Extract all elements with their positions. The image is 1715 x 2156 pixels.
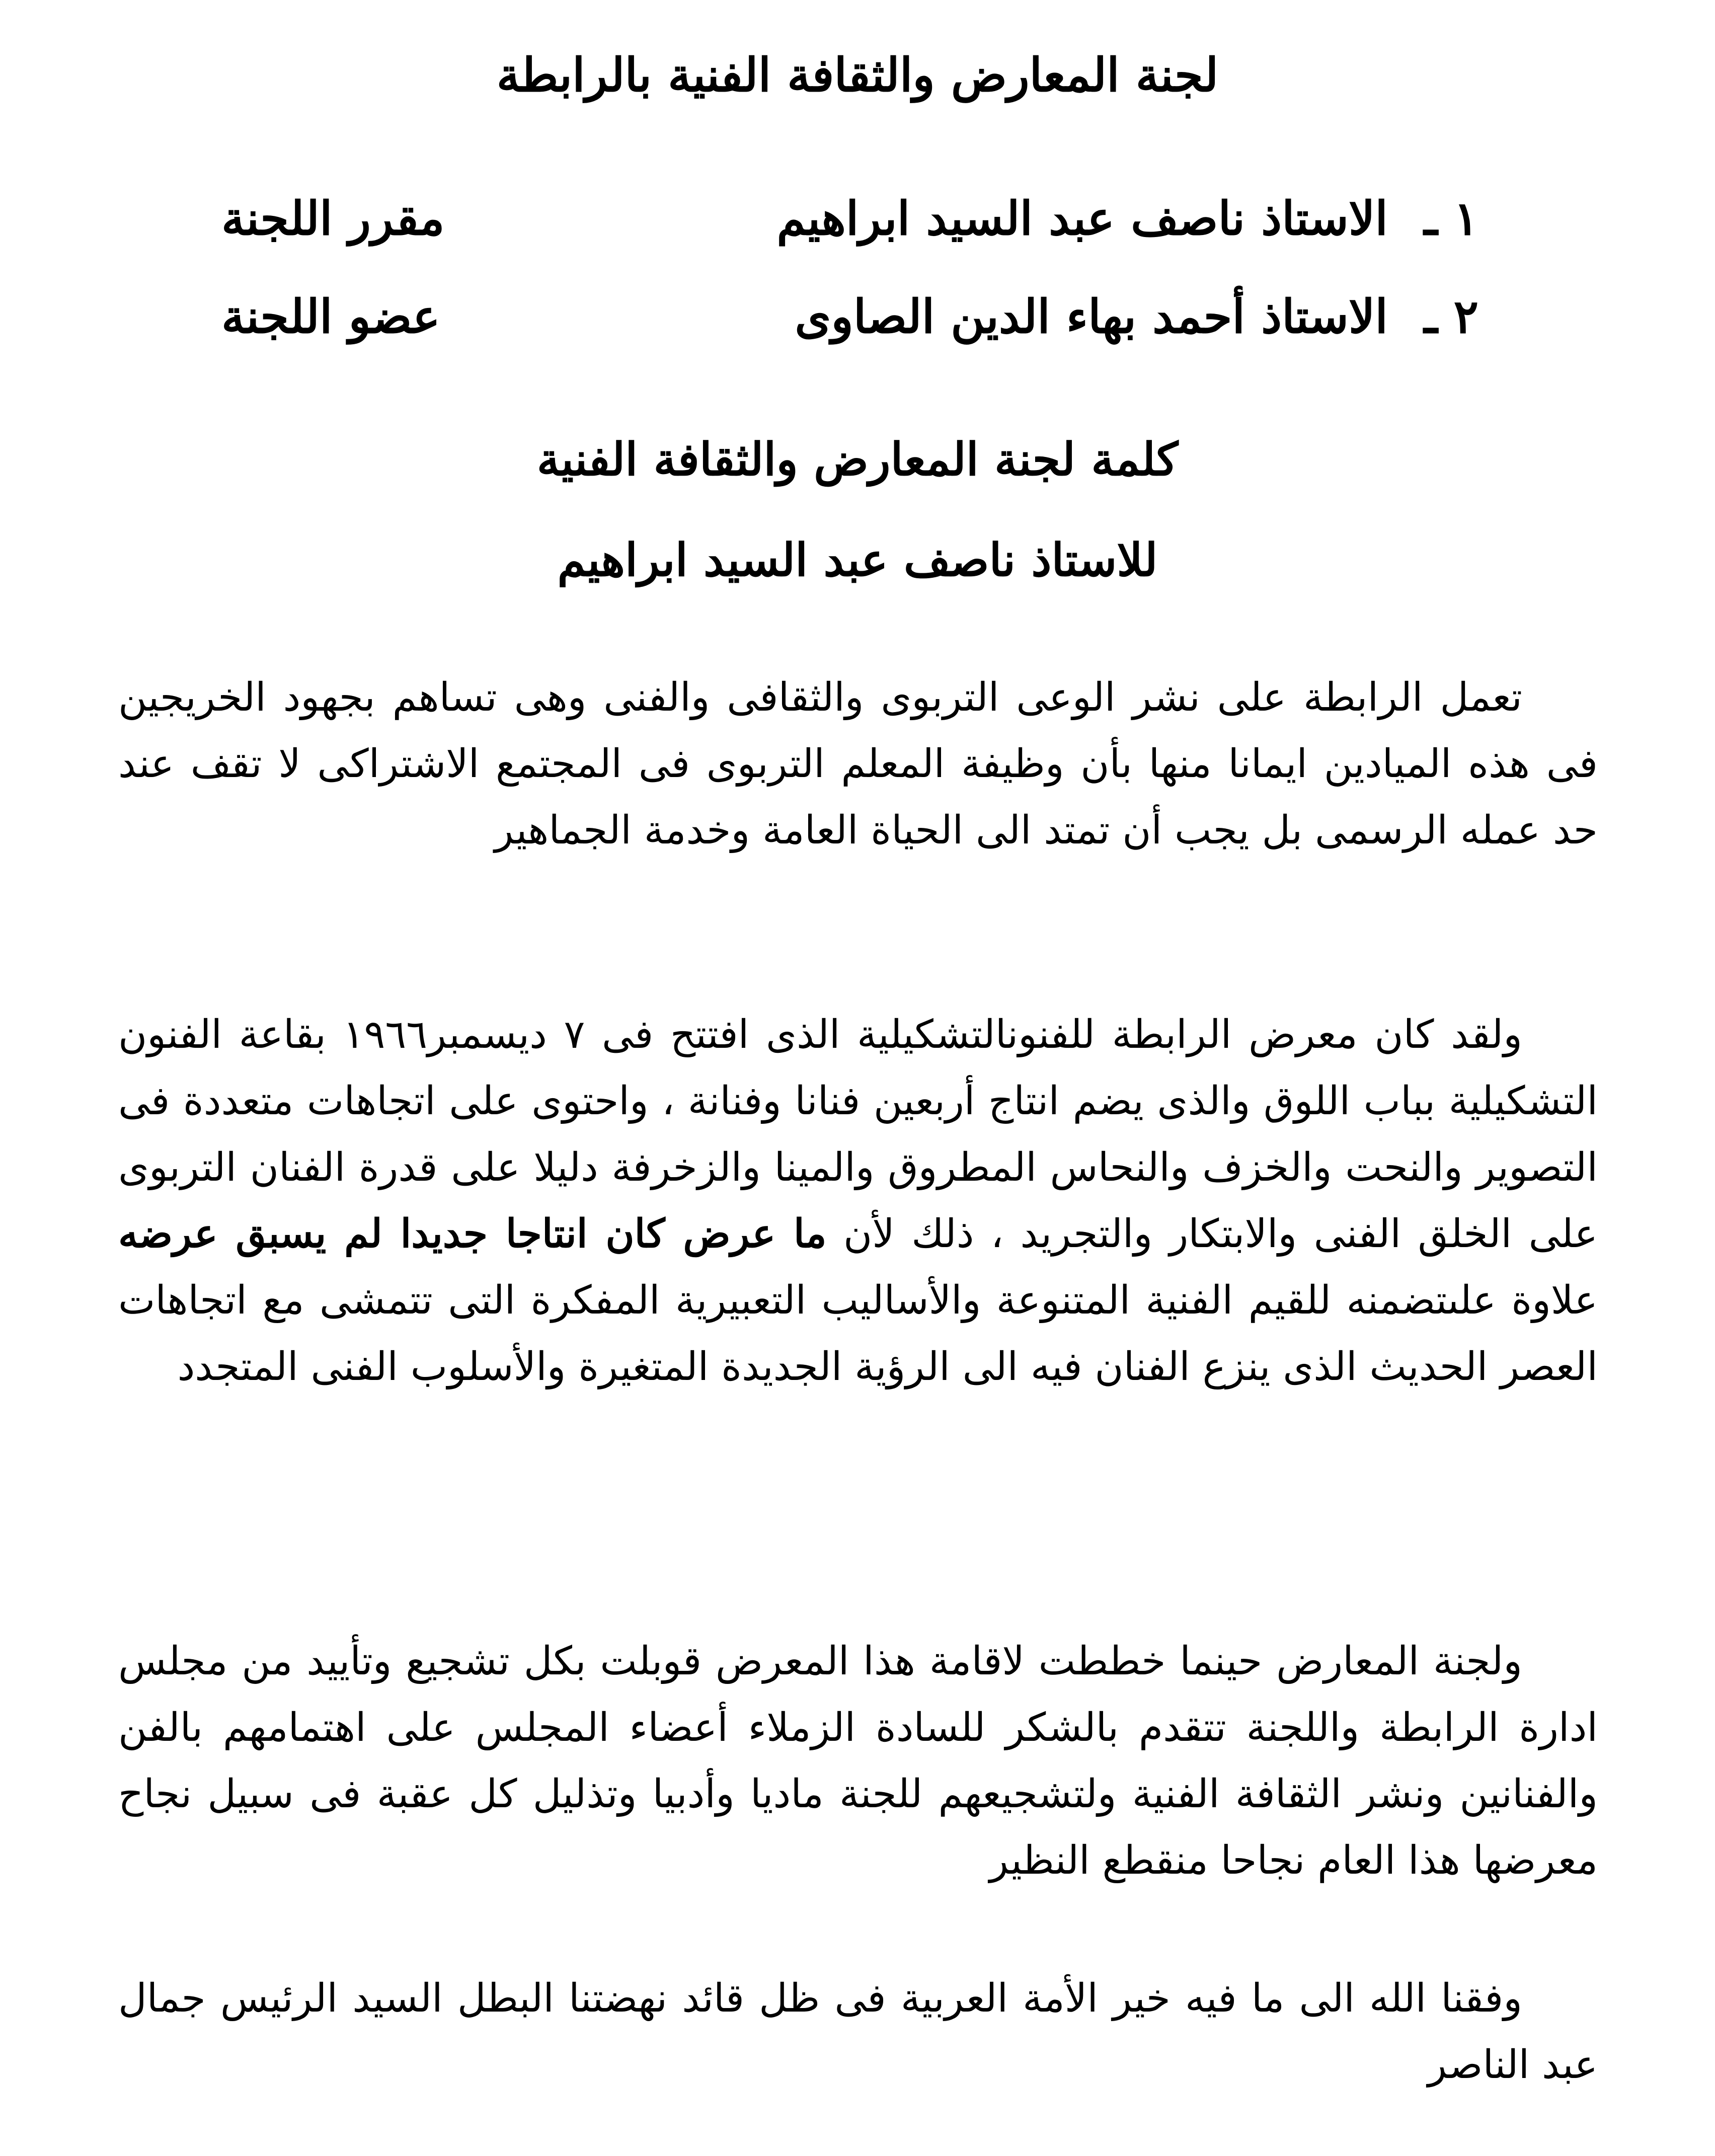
body-paragraph (118, 1628, 1598, 1894)
body-paragraph (118, 1965, 1598, 2098)
member-role: مقرر اللجنة (221, 191, 445, 246)
paragraph-text: تعمل الرابطة على نشر الوعى التربوى والثقافى والفنى وهى تساهم بجهود الخريجين فى هذه الميادين ايمانا منها بأن وظيفة المعلم التربوى فى المجتمع الاشتراكى لا تقف عند حد عمله الرسمى بل يجب أن تمتد الى الحياة العامة وخدمة الجماهير (118, 675, 1598, 853)
member-number: ١ ـ (1424, 191, 1478, 246)
member-name: الاستاذ ناصف عبد السيد ابراهيم (776, 191, 1388, 246)
committee-member-row (0, 289, 1715, 360)
paragraph-bold-text: ما عرض كان انتاجا جديدا لم يسبق عرضه (118, 1211, 827, 1257)
paragraph-text: ولقد كان معرض الرابطة للفنونالتشكيلية الذى افتتح فى ٧ ديسمبر١٩٦٦ بقاعة الفنون التشكيلية بباب اللوق والذى يضم انتاج أربعين فنانا وفنانة ، واحتوى على اتجاهات متعددة فى التصوير والنحت والخزف والنحاس المطروق والمينا والزخرفة دليلا على قدرة الفنان التربوى على الخلق الفنى والابتكار والتجريد ، ذلك لأن (118, 1012, 1598, 1257)
committee-member-row (0, 191, 1715, 262)
member-number: ٢ ـ (1424, 289, 1478, 344)
speech-author: للاستاذ ناصف عبد السيد ابراهيم (557, 533, 1158, 587)
paragraph-text: وفقنا الله الى ما فيه خير الأمة العربية فى ظل قائد نهضتنا البطل السيد الرئيس جمال عبد الناصر (118, 1976, 1598, 2088)
paragraph-text: ولجنة المعارض حينما خططت لاقامة هذا المعرض قوبلت بكل تشجيع وتأييد من مجلس ادارة الرابطة واللجنة تتقدم بالشكر للسادة الزملاء أعضاء المجلس على اهتمامهم بالفن والفنانين ونشر الثقافة الفنية ولتشجيعهم للجنة ماديا وأدبيا وتذليل كل عقبة فى سبيل نجاح معرضها هذا العام نجاحا منقطع النظير (118, 1639, 1598, 1883)
member-name: الاستاذ أحمد بهاء الدين الصاوى (795, 289, 1388, 344)
document-title: لجنة المعارض والثقافة الفنية بالرابطة (496, 48, 1219, 102)
member-role: عضو اللجنة (221, 289, 440, 344)
body-paragraph (118, 664, 1598, 864)
speech-heading: كلمة لجنة المعارض والثقافة الفنية (536, 433, 1179, 486)
body-paragraph (118, 1002, 1598, 1400)
paragraph-text: علاوة علىتضمنه للقيم الفنية المتنوعة والأساليب التعبيرية المفكرة التى تتمشى مع اتجاهات العصر الحديث الذى ينزع الفنان فيه الى الرؤية الجديدة المتغيرة والأسلوب الفنى المتجدد (118, 1278, 1598, 1390)
